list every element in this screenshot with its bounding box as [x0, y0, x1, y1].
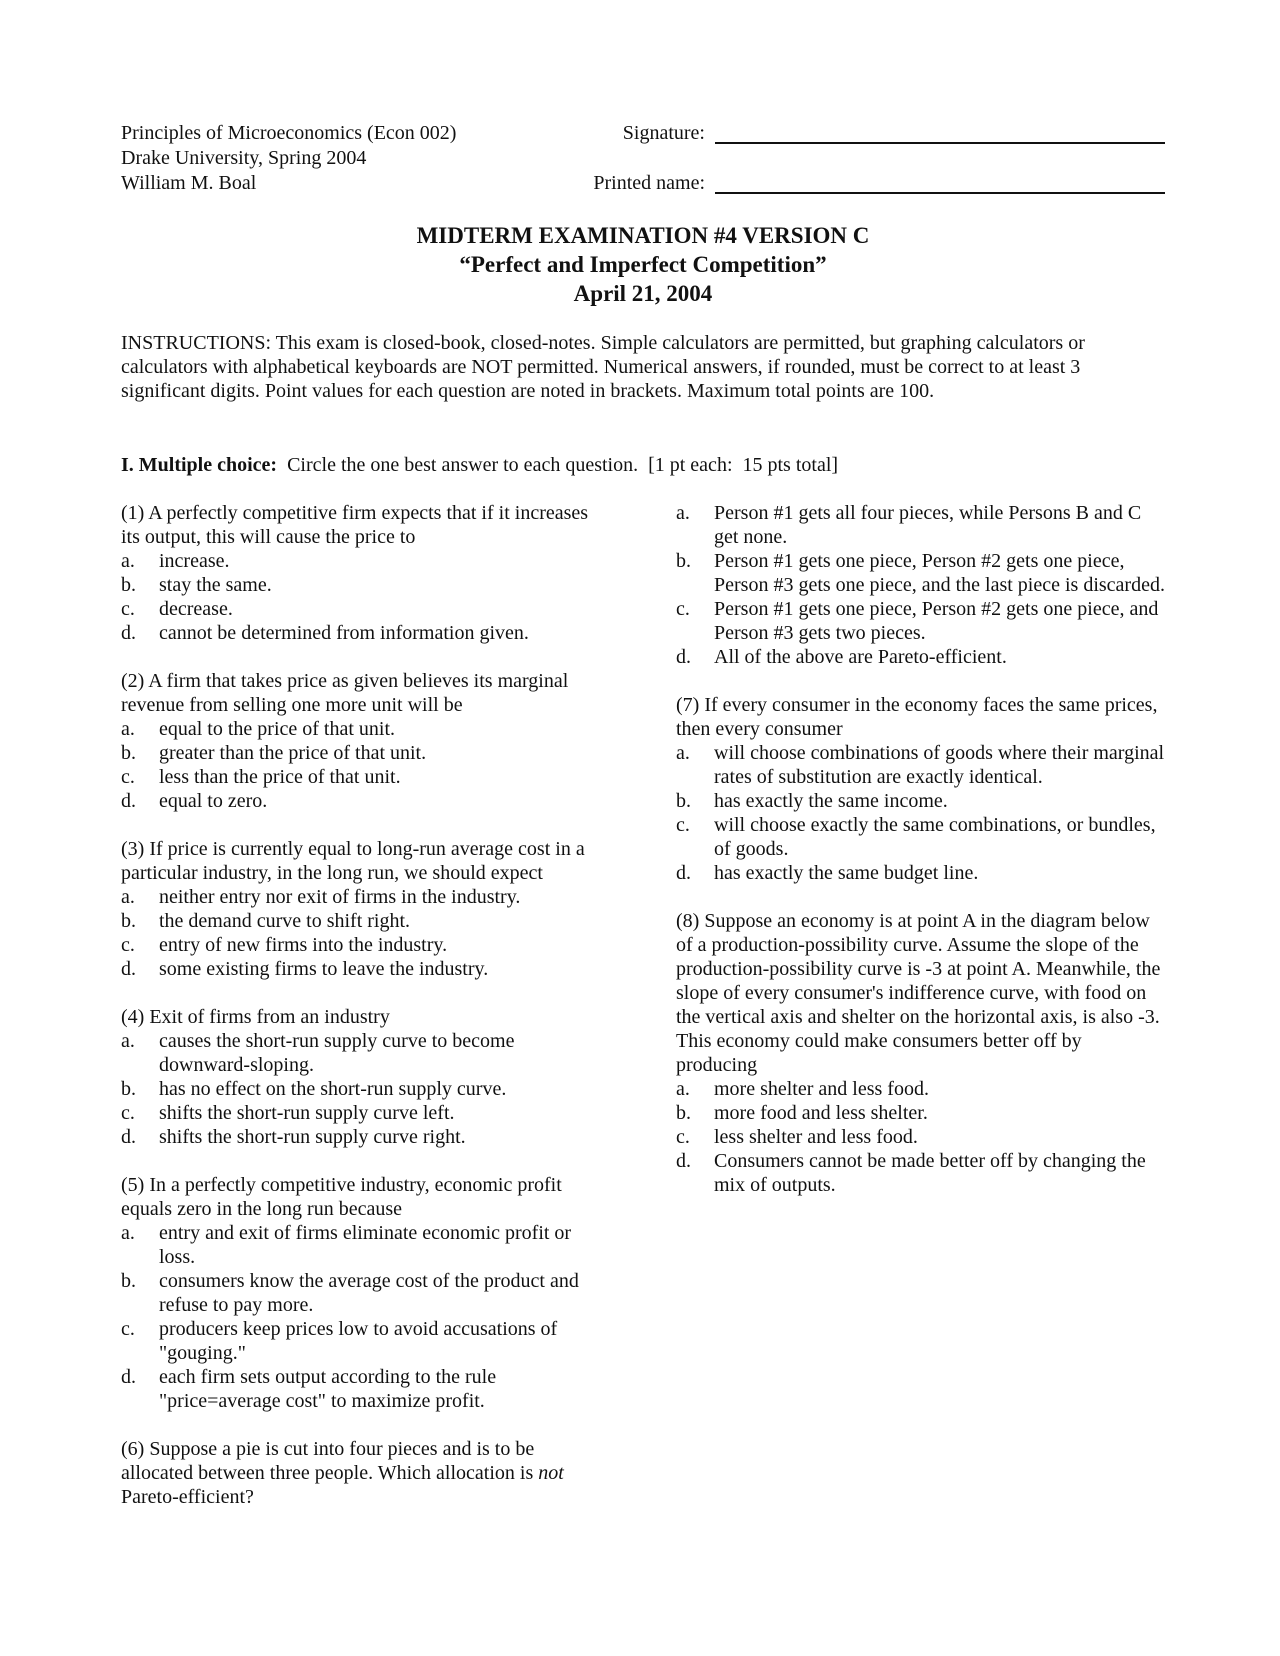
answer-option[interactable]: [676, 1149, 1166, 1197]
question-text: (1) A perfectly competitive firm expects that if it increases its output, this will cause the price to: [121, 502, 589, 548]
section-description: Circle the one best answer to each question. [1 pt each: 15 pts total]: [277, 454, 839, 476]
answer-option[interactable]: [121, 1029, 606, 1077]
answer-option[interactable]: [676, 1101, 1166, 1125]
option-text: some existing firms to leave the industry.: [159, 958, 489, 980]
answer-option[interactable]: [676, 861, 1166, 885]
option-text: equal to the price of that unit.: [159, 718, 396, 740]
option-letter: a.: [676, 1078, 690, 1100]
option-text: more shelter and less food.: [714, 1078, 929, 1100]
option-text: decrease.: [159, 598, 233, 620]
option-text: shifts the short-run supply curve left.: [159, 1102, 455, 1124]
question-text: (4) Exit of firms from an industry: [121, 1006, 390, 1028]
question-text-part: (6) Suppose a pie is cut into four pieces and is to be allocated between three people. Which allocation is: [121, 1438, 539, 1484]
option-letter: a.: [121, 1030, 135, 1052]
option-letter: a.: [121, 1222, 135, 1244]
option-letter: b.: [121, 910, 136, 932]
answer-option[interactable]: [121, 573, 606, 597]
answer-option[interactable]: [121, 621, 606, 645]
answer-option[interactable]: [676, 741, 1166, 789]
option-letter: b.: [676, 550, 691, 572]
question-emphasis: not: [538, 1462, 564, 1484]
answer-option[interactable]: [121, 1101, 606, 1125]
title-line-1: MIDTERM EXAMINATION #4 VERSION C: [416, 223, 870, 248]
option-text: All of the above are Pareto-efficient.: [714, 646, 1007, 668]
option-text: neither entry nor exit of firms in the industry.: [159, 886, 521, 908]
university: Drake University, Spring 2004: [121, 147, 367, 169]
answer-option[interactable]: [676, 645, 1166, 669]
instructions: INSTRUCTIONS: This exam is closed-book, closed-notes. Simple calculators are permitted, but graphing calculators or calculators with alphabetical keyboards are NOT permitted. Numerical answers, if rounded, must be correct to at least 3 significant digits. Point values for each question are noted in brackets. Maximum total points are 100.: [121, 332, 1085, 402]
option-text: producers keep prices low to avoid accusations of "gouging.": [159, 1318, 558, 1364]
answer-option[interactable]: [676, 789, 1166, 813]
option-letter: d.: [676, 1150, 691, 1172]
title-line-2: “Perfect and Imperfect Competition”: [459, 252, 827, 277]
question-text: [121, 1437, 606, 1509]
question-text: (2) A firm that takes price as given believes its marginal revenue from selling one more unit will be: [121, 670, 569, 716]
option-text: will choose exactly the same combinations, or bundles, of goods.: [714, 814, 1156, 860]
option-text: entry and exit of firms eliminate economic profit or loss.: [159, 1222, 572, 1268]
option-text: causes the short-run supply curve to become downward-sloping.: [159, 1030, 515, 1076]
option-text: has no effect on the short-run supply curve.: [159, 1078, 507, 1100]
option-letter: d.: [121, 958, 136, 980]
option-letter: d.: [676, 862, 691, 884]
option-text: stay the same.: [159, 574, 272, 596]
signature-row: [540, 121, 1165, 146]
option-text: has exactly the same income.: [714, 790, 948, 812]
answer-option[interactable]: [676, 501, 1166, 549]
course-info: [121, 121, 541, 196]
option-letter: c.: [676, 598, 690, 620]
answer-option[interactable]: [121, 957, 606, 981]
answer-option[interactable]: [121, 741, 606, 765]
option-letter: b.: [121, 574, 136, 596]
question-5: [121, 1173, 606, 1413]
option-letter: c.: [121, 766, 135, 788]
answer-option[interactable]: [121, 1365, 606, 1413]
option-letter: c.: [121, 1318, 135, 1340]
option-text: Consumers cannot be made better off by changing the mix of outputs.: [714, 1150, 1146, 1196]
option-letter: a.: [676, 742, 690, 764]
section-title: I. Multiple choice:: [121, 454, 278, 476]
answer-option[interactable]: [121, 1221, 606, 1269]
answer-option[interactable]: [121, 549, 606, 573]
left-column: [121, 501, 606, 1533]
signature-label: Signature:: [622, 122, 705, 144]
answer-option[interactable]: [121, 885, 606, 909]
answer-option[interactable]: [121, 789, 606, 813]
option-letter: b.: [676, 790, 691, 812]
option-letter: c.: [121, 934, 135, 956]
option-letter: d.: [121, 790, 136, 812]
printed-name-line[interactable]: [715, 172, 1165, 194]
answer-option[interactable]: [676, 813, 1166, 861]
question-6-options: [676, 501, 1166, 669]
answer-option[interactable]: [121, 1125, 606, 1149]
option-text: Person #1 gets all four pieces, while Persons B and C get none.: [714, 502, 1142, 548]
question-2: [121, 669, 606, 813]
option-text: more food and less shelter.: [714, 1102, 928, 1124]
question-text-part: Pareto-efficient?: [121, 1486, 254, 1508]
option-text: equal to zero.: [159, 790, 268, 812]
printed-name-row: [540, 171, 1165, 196]
option-letter: c.: [676, 814, 690, 836]
answer-option[interactable]: [121, 933, 606, 957]
answer-option[interactable]: [676, 597, 1166, 645]
option-text: each firm sets output according to the rule "price=average cost" to maximize profit.: [159, 1366, 497, 1412]
option-text: shifts the short-run supply curve right.: [159, 1126, 466, 1148]
signature-line[interactable]: [715, 122, 1165, 144]
title-line-3: April 21, 2004: [573, 281, 713, 306]
option-text: cannot be determined from information given.: [159, 622, 529, 644]
section-heading: [121, 453, 1165, 477]
option-letter: d.: [121, 622, 136, 644]
option-letter: c.: [121, 598, 135, 620]
question-text: (7) If every consumer in the economy faces the same prices, then every consumer: [676, 694, 1158, 740]
answer-option[interactable]: [676, 1125, 1166, 1149]
answer-option[interactable]: [676, 549, 1166, 597]
option-letter: d.: [121, 1366, 136, 1388]
option-text: consumers know the average cost of the product and refuse to pay more.: [159, 1270, 579, 1316]
question-1: [121, 501, 606, 645]
option-text: less shelter and less food.: [714, 1126, 918, 1148]
option-text: will choose combinations of goods where their marginal rates of substitution are exactly identical.: [714, 742, 1165, 788]
question-text: (5) In a perfectly competitive industry, economic profit equals zero in the long run because: [121, 1174, 562, 1220]
option-text: Person #1 gets one piece, Person #2 gets one piece, Person #3 gets one piece, and the last piece is discarded.: [714, 550, 1165, 596]
question-3: [121, 837, 606, 981]
option-letter: a.: [121, 886, 135, 908]
answer-option[interactable]: [121, 1077, 606, 1101]
option-text: has exactly the same budget line.: [714, 862, 979, 884]
exam-title: [121, 221, 1165, 308]
right-column: [676, 501, 1166, 1221]
option-text: Person #1 gets one piece, Person #2 gets one piece, and Person #3 gets two pieces.: [714, 598, 1159, 644]
question-8: [676, 909, 1166, 1197]
option-letter: b.: [121, 742, 136, 764]
option-text: greater than the price of that unit.: [159, 742, 427, 764]
answer-option[interactable]: [121, 597, 606, 621]
instructor: William M. Boal: [121, 172, 257, 194]
option-letter: a.: [121, 550, 135, 572]
option-text: less than the price of that unit.: [159, 766, 401, 788]
question-text: (3) If price is currently equal to long-run average cost in a particular industry, in the long run, we should expect: [121, 838, 585, 884]
option-letter: c.: [121, 1102, 135, 1124]
question-text: (8) Suppose an economy is at point A in the diagram below of a production-possibility curve. Assume the slope of the production-possibility curve is -3 at point A. Meanwhile, the slope of every consumer's indifference curve, with food on the vertical axis and shelter on the horizontal axis, is also -3. This economy could make consumers better off by producing: [676, 910, 1161, 1076]
option-text: entry of new firms into the industry.: [159, 934, 448, 956]
answer-option[interactable]: [121, 1317, 606, 1365]
option-letter: b.: [121, 1078, 136, 1100]
option-letter: a.: [121, 718, 135, 740]
option-letter: b.: [676, 1102, 691, 1124]
option-letter: d.: [676, 646, 691, 668]
printed-name-label: Printed name:: [593, 172, 705, 194]
course-name: Principles of Microeconomics (Econ 002): [121, 122, 457, 144]
question-7: [676, 693, 1166, 885]
question-4: [121, 1005, 606, 1149]
answer-option[interactable]: [121, 765, 606, 789]
option-letter: a.: [676, 502, 690, 524]
answer-option[interactable]: [121, 717, 606, 741]
option-letter: c.: [676, 1126, 690, 1148]
option-text: the demand curve to shift right.: [159, 910, 411, 932]
option-letter: b.: [121, 1270, 136, 1292]
answer-option[interactable]: [121, 909, 606, 933]
question-6: [121, 1437, 606, 1509]
answer-option[interactable]: [676, 1077, 1166, 1101]
answer-option[interactable]: [121, 1269, 606, 1317]
option-text: increase.: [159, 550, 230, 572]
option-letter: d.: [121, 1126, 136, 1148]
